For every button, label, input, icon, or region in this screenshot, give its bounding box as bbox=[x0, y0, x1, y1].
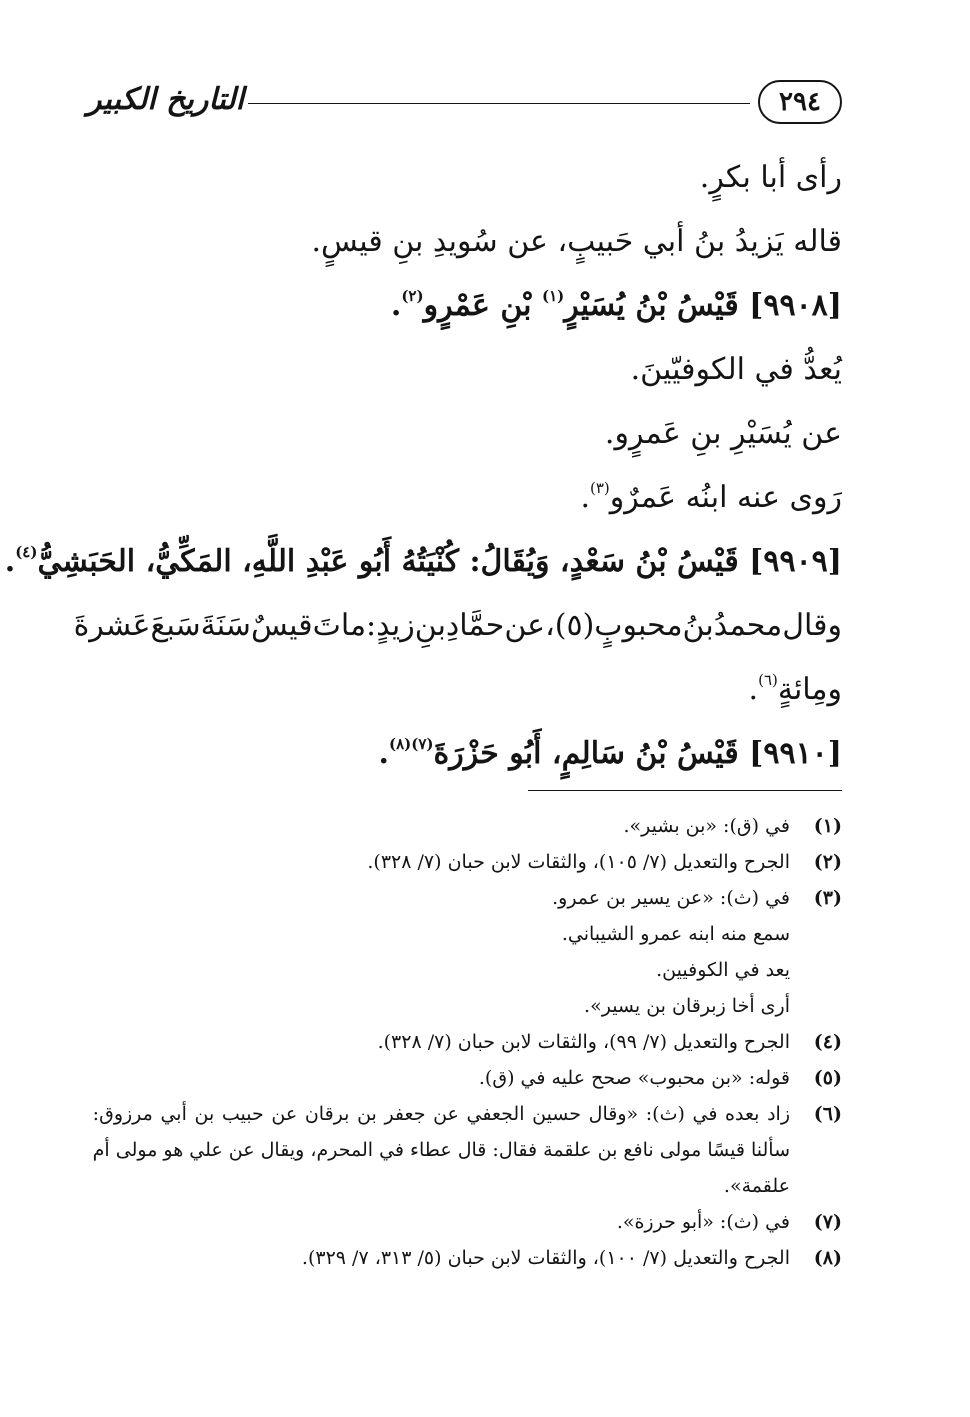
footnote-text: الجرح والتعديل (٧/ ١٠٥)، والثقات لابن حبان (٧/ ٣٢٨). bbox=[367, 851, 790, 873]
footnote-number: (٥) bbox=[813, 1067, 842, 1089]
footnote-number: (٢) bbox=[813, 851, 842, 873]
header-rule bbox=[248, 103, 750, 104]
footnote-text: في (ق): «بن بشير». bbox=[623, 815, 790, 837]
entry-name: قَيْسُ بْنُ سَعْدٍ، وَيُقَالُ: كُنْيَتُهُ أَبُو عَبْدِ اللَّهِ، المَكِّيُّ، الحَبَشِيُّ bbox=[37, 544, 739, 579]
text-line: رأى أبا بكرٍ. bbox=[699, 160, 842, 195]
footnote-2 bbox=[128, 844, 842, 880]
quote-line-1 bbox=[73, 604, 842, 668]
footnote-ref[interactable]: (٣) bbox=[590, 479, 610, 497]
riwaya-end: . bbox=[580, 480, 590, 515]
entry-9909 bbox=[4, 540, 842, 604]
footnote-4 bbox=[128, 1024, 842, 1060]
word: وقال bbox=[782, 608, 842, 643]
footnote-ref[interactable]: (١) bbox=[541, 287, 565, 305]
footnote-ref[interactable]: (٧)(٨) bbox=[388, 735, 434, 753]
entry-number: [٩٩٠٩] bbox=[749, 544, 842, 579]
footnote-7 bbox=[128, 1204, 842, 1240]
footnote-text: زاد بعده في (ث): «وقال حسين الجعفي عن جعفر بن برقان عن حبيب بن أبي مرزوق: bbox=[92, 1103, 790, 1125]
word: زيدٍ: bbox=[366, 608, 415, 643]
word: قيسٌ bbox=[250, 608, 313, 643]
word: محمدُ bbox=[713, 608, 783, 643]
footnote-text: يعد في الكوفيين. bbox=[656, 959, 790, 981]
text-line: يُعدُّ في الكوفيّينَ. bbox=[630, 352, 842, 387]
entry-number: [٩٩١٠] bbox=[749, 736, 842, 771]
footnote-ref[interactable]: (٦) bbox=[758, 671, 778, 689]
word: عَشرةَ bbox=[73, 608, 151, 643]
word: سَبعَ bbox=[150, 608, 201, 643]
quote-end: . bbox=[748, 672, 759, 707]
entry-end: . bbox=[4, 544, 16, 579]
footnote-text: قوله: «بن محبوب» صحح عليه في (ق). bbox=[478, 1067, 790, 1089]
footnote-number: (١) bbox=[813, 815, 842, 837]
word: حمَّادِ bbox=[445, 608, 505, 643]
running-title: التاريخ الكبير bbox=[86, 82, 244, 117]
entry-9908 bbox=[128, 284, 842, 348]
entry-name: قَيْسُ بْنُ سَالِمٍ، أَبُو حَزْرَةَ bbox=[433, 736, 739, 771]
quote-line-2 bbox=[128, 668, 842, 732]
footnote-text: علقمة». bbox=[723, 1175, 790, 1197]
entry-name: قَيْسُ بْنُ يُسَيْرٍ bbox=[564, 288, 739, 323]
riwaya-text: رَوى عنه ابنُه عَمرٌو bbox=[609, 480, 842, 515]
footnote-8 bbox=[128, 1240, 842, 1276]
page-number: ٢٩٤ bbox=[758, 80, 842, 124]
word: بنِ bbox=[414, 608, 446, 643]
text-line: قاله يَزيدُ بنُ أبي حَبيبٍ، عن سُويدِ بنِ قيسٍ. bbox=[311, 224, 842, 259]
entry-9910 bbox=[128, 732, 842, 796]
footnote-text: سمع منه ابنه عمرو الشيباني. bbox=[561, 923, 790, 945]
riwaya-line bbox=[128, 476, 842, 540]
footnote-number: (٣) bbox=[813, 887, 842, 909]
footnote-text: أرى أخا زبرقان بن يسير». bbox=[584, 995, 790, 1017]
main-text bbox=[4, 156, 842, 796]
footnote-text: سألنا قيسًا مولى نافع بن علقمة فقال: قال عطاء في المحرم، ويقال عن علي هو مولى أم bbox=[92, 1139, 790, 1161]
footnote-ref[interactable]: (٢) bbox=[401, 287, 424, 305]
footnotes bbox=[92, 808, 842, 1276]
footnote-text: الجرح والتعديل (٧/ ١٠٠)، والثقات لابن حبان (٥/ ٣١٣، ٧/ ٣٢٩). bbox=[301, 1247, 790, 1269]
word: ماتَ bbox=[312, 608, 367, 643]
text-line: عن يُسَيْرِ بنِ عَمرٍو. bbox=[604, 416, 842, 451]
page-header bbox=[86, 78, 842, 134]
footnote-6 bbox=[92, 1096, 842, 1204]
footnote-5 bbox=[128, 1060, 842, 1096]
footnote-text: الجرح والتعديل (٧/ ٩٩)، والثقات لابن حبان (٧/ ٣٢٨). bbox=[377, 1031, 790, 1053]
footnote-number: (٧) bbox=[813, 1211, 842, 1233]
footnote-number: (٤) bbox=[813, 1031, 842, 1053]
word: عن bbox=[504, 608, 546, 643]
word: بنُ bbox=[682, 608, 714, 643]
footnote-number: (٨) bbox=[813, 1247, 842, 1269]
footnote-1 bbox=[128, 808, 842, 844]
footnote-separator bbox=[528, 790, 842, 791]
word: محبوبٍ(٥)، bbox=[545, 608, 683, 643]
footnote-ref[interactable]: (٤) bbox=[15, 543, 38, 561]
footnote-number: (٦) bbox=[813, 1103, 842, 1125]
entry-end: . bbox=[390, 288, 402, 323]
footnote-text: في (ث): «أبو حرزة». bbox=[616, 1211, 790, 1233]
quote-text: ومِائةٍ bbox=[777, 672, 842, 707]
footnote-text: في (ث): «عن يسير بن عمرو. bbox=[552, 887, 790, 909]
entry-number: [٩٩٠٨] bbox=[749, 288, 842, 323]
footnote-3 bbox=[128, 880, 842, 1024]
entry-name: بْنِ عَمْرٍو bbox=[423, 288, 532, 323]
entry-end: . bbox=[378, 736, 389, 771]
word: سَنَةَ bbox=[200, 608, 251, 643]
